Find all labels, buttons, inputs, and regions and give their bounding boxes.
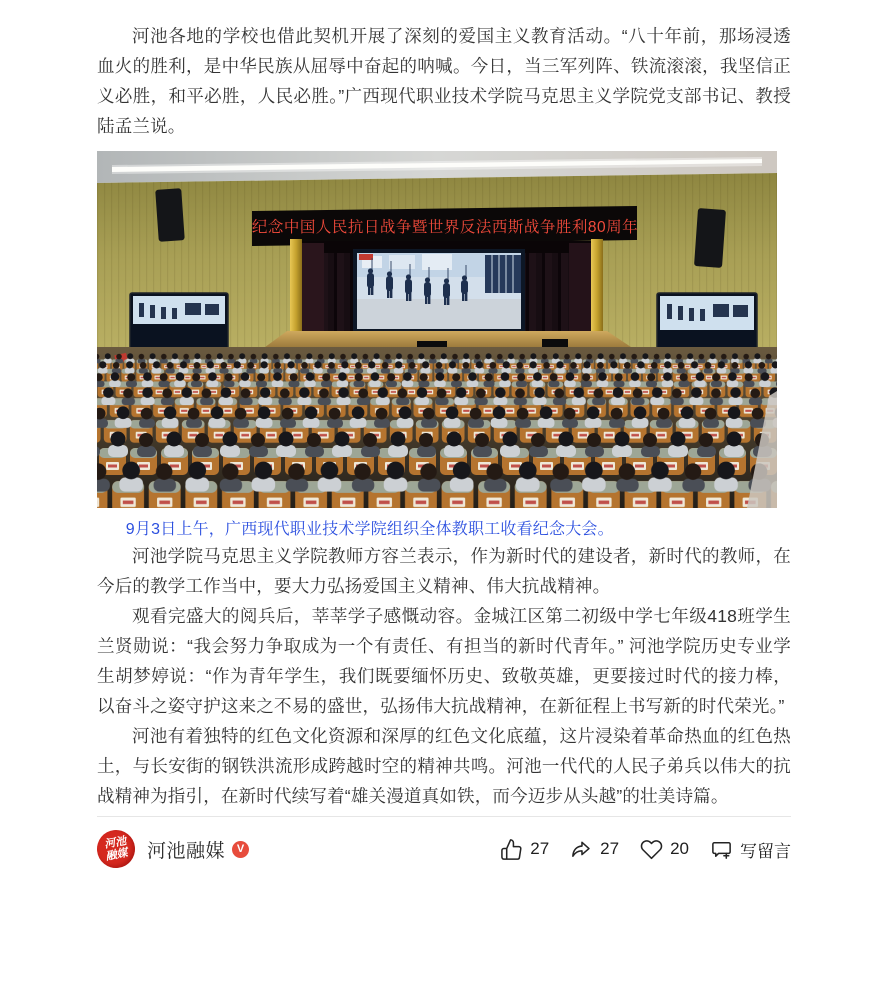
thumbs-up-icon [500, 838, 523, 861]
left-speaker [155, 188, 185, 242]
heart-icon [640, 838, 663, 861]
article-photo[interactable] [97, 151, 777, 508]
logo-text-line2: 融媒 [104, 847, 129, 863]
publisher-logo [95, 828, 137, 870]
heart-button[interactable] [640, 838, 689, 861]
paragraph-4: 河池有着独特的红色文化资源和深厚的红色文化底蕴，这片浸染着革命热血的红色热土，与长安街的钢铁洪流形成跨越时空的精神共鸣。河池一代代的人民子弟兵以伟大的抗战精神为指引，在新时代续写着“雄关漫道真如铁，而今迈步从头越”的壮美诗篇。 [97, 726, 791, 806]
footer-bar [97, 828, 791, 870]
photo-caption: 9月3日上午，广西现代职业技术学院组织全体教职工收看纪念大会。 [125, 521, 614, 538]
right-speaker [694, 208, 726, 268]
comment-icon [710, 838, 733, 861]
auditorium-photo-illustration [97, 151, 777, 508]
heart-count: 20 [670, 839, 689, 858]
paragraph-3: 观看完盛大的阅兵后，莘莘学子感慨动容。金城江区第二初级中学七年级418班学生兰贤勋说：“我会努力争取成为一个有责任、有担当的新时代青年。” 河池学院历史专业学生胡梦婷说：“作为青年学生，我们既要缅怀历史、致敬英雄，更要接过时代的接力棒，以奋斗之姿守护这来之不易的盛世，弘扬伟大抗战精神，在新征程上书写新的时代荣光。” [97, 606, 791, 716]
like-button[interactable] [500, 838, 549, 861]
share-count: 27 [600, 839, 620, 858]
logo-text-line1: 河池 [103, 835, 128, 851]
like-count: 27 [530, 839, 550, 858]
interaction-bar [500, 837, 791, 862]
verified-badge: V [232, 841, 249, 858]
paragraph-2: 河池学院马克思主义学院教师方容兰表示，作为新时代的建设者，新时代的教师，在今后的教学工作当中，要大力弘扬爱国主义精神、伟大抗战精神。 [97, 546, 791, 596]
comment-label: 写留言 [740, 841, 791, 861]
center-screen [353, 249, 525, 333]
stage-banner-text: 纪念中国人民抗日战争暨世界反法西斯战争胜利80周年 [251, 219, 639, 236]
share-arrow-icon [570, 838, 593, 861]
share-button[interactable] [570, 838, 619, 861]
publisher-name: 河池融媒 [147, 840, 226, 862]
comment-button[interactable] [710, 837, 791, 862]
paragraph-1: 河池各地的学校也借此契机开展了深刻的爱国主义教育活动。“八十年前，那场浸透血火的胜利，是中华民族从屈辱中奋起的呐喊。今日，当三军列阵、铁流滚滚，我坚信正义必胜，和平必胜，人民必胜。”广西现代职业技术学院马克思主义学院党支部书记、教授陆孟兰说。 [97, 26, 791, 136]
publisher-profile[interactable] [97, 830, 249, 868]
article-body [97, 0, 791, 870]
divider [97, 816, 791, 817]
